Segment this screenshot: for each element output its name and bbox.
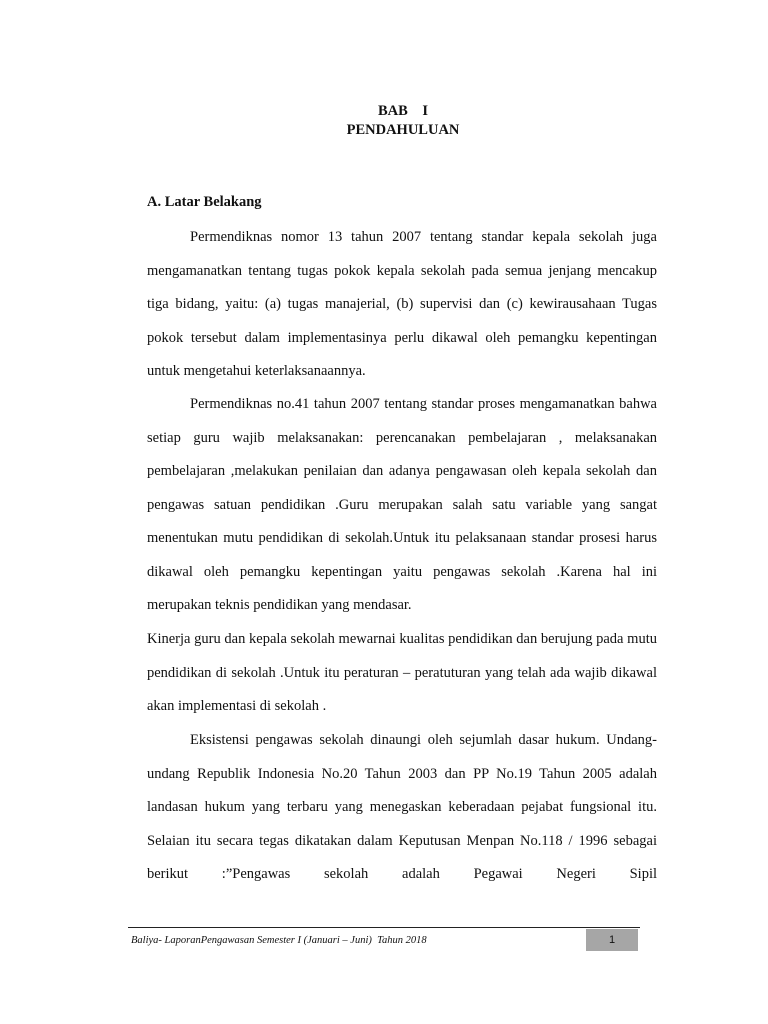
paragraph-4: Eksistensi pengawas sekolah dinaungi oleh sejumlah dasar hukum. Undang-undang Republik Indonesia No.20 Tahun 2003 dan PP No.19 Tahun 2005 adalah landasan hukum yang terbaru yang menegaskan keberadaan pejabat fungsional itu. Selaian itu secara tegas dikatakan dalam Keputusan Menpan No.118 / 1996 sebagai berikut :”Pengawas sekolah adalah Pegawai Negeri Sipil	[147, 732, 657, 882]
paragraph-1: Permendiknas nomor 13 tahun 2007 tentang standar kepala sekolah juga mengamanatkan tentang tugas pokok kepala sekolah pada semua jenjang mencakup tiga bidang, yaitu: (a) tugas manajerial, (b) supervisi dan (c) kewirausahaan Tugas pokok tersebut dalam implementasinya perlu dikawal oleh pemangku kepentingan untuk mengetahui keterlaksanaannya.	[147, 229, 657, 379]
footer-divider	[128, 927, 640, 928]
paragraph-3: Kinerja guru dan kepala sekolah mewarnai kualitas pendidikan dan berujung pada mutu pendidikan di sekolah .Untuk itu peraturan – peratuturan yang telah ada wajib dikawal akan implementasi di sekolah .	[147, 631, 657, 714]
page-number: 1	[586, 929, 638, 951]
footer-text: Baliya- LaporanPengawasan Semester I (Januari – Juni) Tahun 2018	[131, 935, 427, 946]
paragraph-2: Permendiknas no.41 tahun 2007 tentang standar proses mengamanatkan bahwa setiap guru wajib melaksanakan: perencanakan pembelajaran , melaksanakan pembelajaran ,melakukan penilaian dan adanya pengawasan oleh kepala sekolah dan pengawas satuan pendidikan .Guru merupakan salah satu variable yang sangat menentukan mutu pendidikan di sekolah.Untuk itu pelaksanaan standar prosesi harus dikawal oleh pemangku kepentingan yaitu pengawas sekolah .Karena hal ini merupakan teknis pendidikan yang mendasar.	[147, 396, 657, 613]
chapter-title: PENDAHULUAN	[346, 122, 460, 138]
section-heading: A. Latar Belakang	[147, 194, 262, 210]
chapter-number: BAB I	[378, 103, 428, 119]
